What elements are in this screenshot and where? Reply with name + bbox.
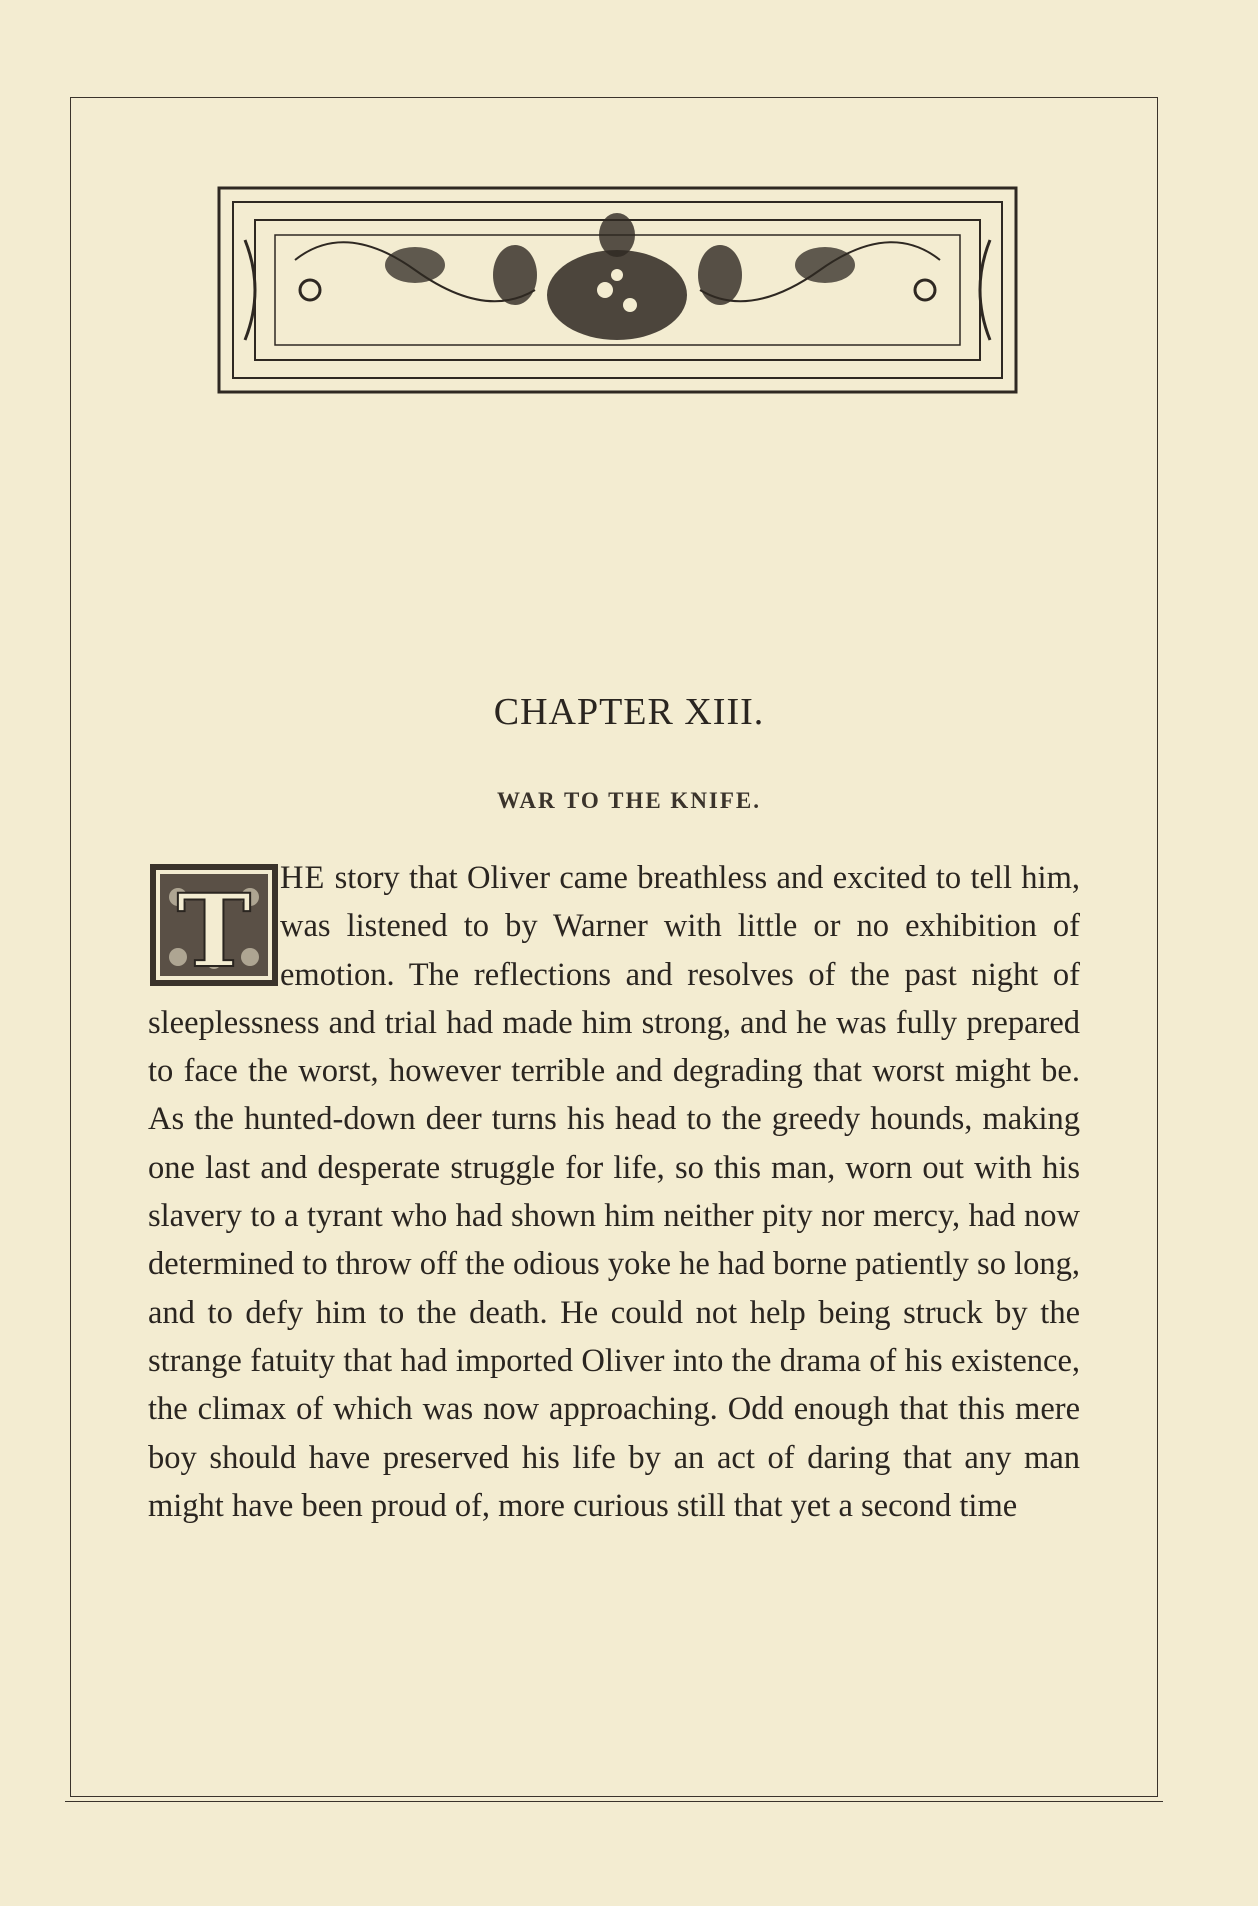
paragraph-text: story that Oliver came breathless and excited to tell him, was listened to by Warner with little or no exhibition of emotion. The reflections and resolves of the past night of sleeplessness and trial had made him strong, and he was fully prepared to face the worst, however terrible and degrading that worst might be. As the hunted-down deer turns his head to the greedy hounds, making one last and desperate struggle for life, so this man, worn out with his slavery to a tyrant who had shown him neither pity nor mercy, had now determined to throw off the odious yoke he had borne patiently so long, and to defy him to the death. He could not help being struck by the strange fatuity that had imported Oliver into the drama of his existence, the climax of which was now approaching. Odd enough that this mere boy should have preserved his life by an act of daring that any man might have been proud of, more curious still that yet a second time bbox=[148, 860, 1080, 1524]
drop-cap-letter bbox=[148, 862, 280, 988]
drop-cap-text: T bbox=[176, 872, 252, 988]
chapter-subtitle: WAR TO THE KNIFE. bbox=[496, 788, 762, 813]
chapter-title: CHAPTER XIII. bbox=[493, 691, 765, 733]
body-paragraph bbox=[148, 854, 1080, 1530]
ornamental-headpiece bbox=[215, 180, 1020, 400]
first-word: HE bbox=[280, 860, 326, 896]
